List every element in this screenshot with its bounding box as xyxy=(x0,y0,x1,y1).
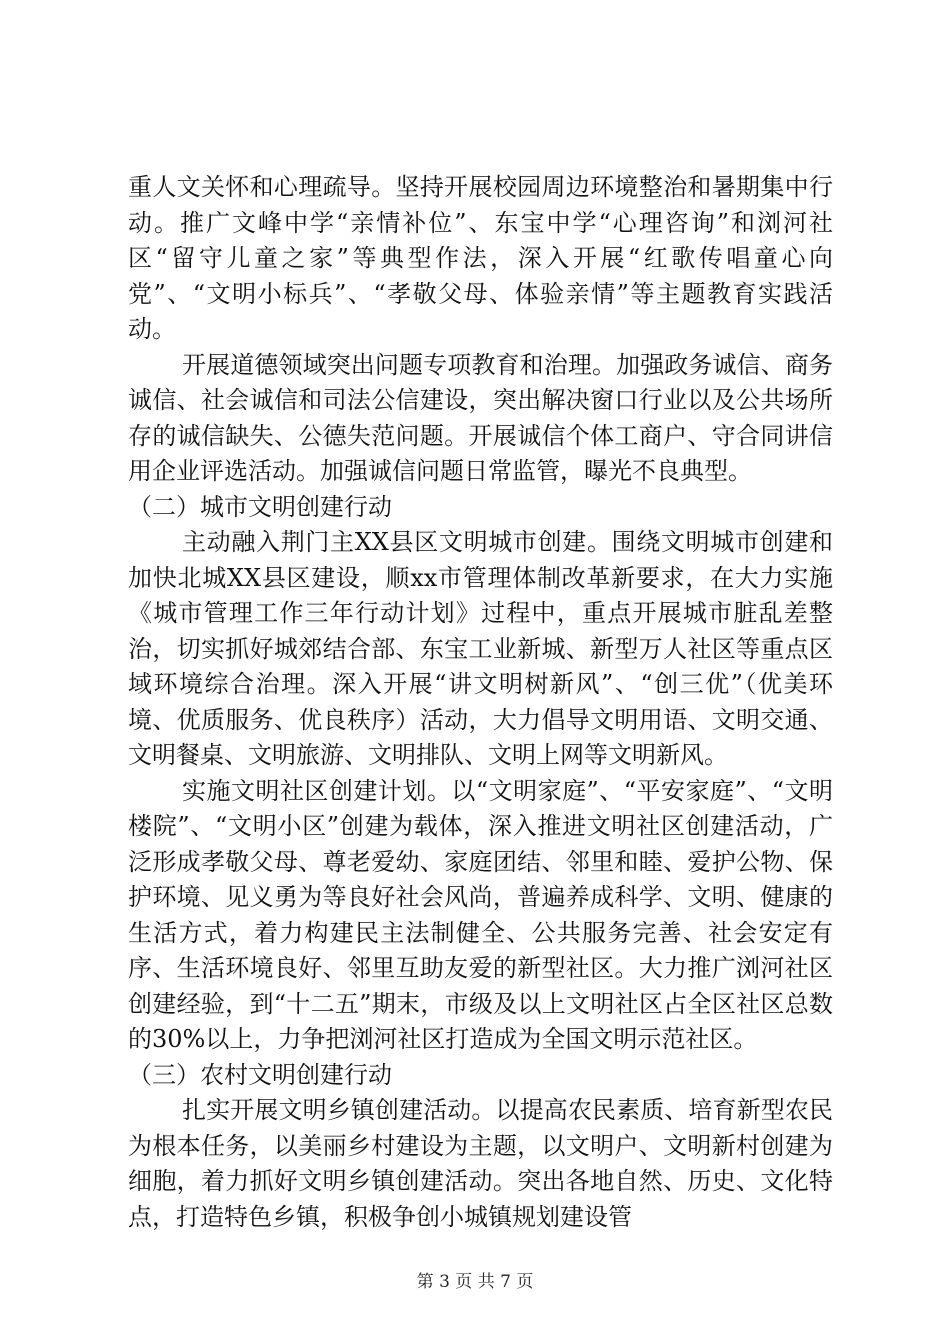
section-heading-urban: （二）城市文明创建行动 xyxy=(128,492,392,521)
section-heading-rural: （三）农村文明创建行动 xyxy=(128,1060,392,1089)
page-number-footer: 第 3 页 共 7 页 xyxy=(416,1272,534,1292)
paragraph-continuation: 重人文关怀和心理疏导。坚持开展校园周边环境整治和暑期集中行动。推广文峰中学“亲情补位”、东宝中学“心理咨询”和浏河社区“留守儿童之家”等典型作法，深入开展“红歌传唱童心向党”、“文明小标兵”、“孝敬父母、体验亲情”等主题教育实践活动。 xyxy=(128,173,833,343)
document-body xyxy=(128,170,833,1235)
paragraph-civilized-community: 实施文明社区创建计划。以“文明家庭”、“平安家庭”、“文明楼院”、“文明小区”创建为载体，深入推进文明社区创建活动，广泛形成孝敬父母、尊老爱幼、家庭团结、邻里和睦、爱护公物、保护环境、见义勇为等良好社会风尚，普遍养成科学、文明、健康的生活方式，着力构建民主法制健全、公共服务完善、社会安定有序、生活环境良好、邻里互助友爱的新型社区。大力推广浏河社区创建经验，到“十二五”期末，市级及以上文明社区占全区社区总数的30%以上，力争把浏河社区打造成为全国文明示范社区。 xyxy=(128,776,833,1053)
paragraph-integrity-governance: 开展道德领域突出问题专项教育和治理。加强政务诚信、商务诚信、社会诚信和司法公信建设，突出解决窗口行业以及公共场所存的诚信缺失、公德失范问题。开展诚信个体工商户、守合同讲信用企业评选活动。加强诚信问题日常监管，曝光不良典型。 xyxy=(128,350,833,485)
paragraph-civilized-city: 主动融入荆门主XX县区文明城市创建。围绕文明城市创建和加快北城XX县区建设，顺xx市管理体制改革新要求，在大力实施《城市管理工作三年行动计划》过程中，重点开展城市脏乱差整治，切实抓好城郊结合部、东宝工业新城、新型万人社区等重点区域环境综合治理。深入开展“讲文明树新风”、“创三优”（优美环境、优质服务、优良秩序）活动，大力倡导文明用语、文明交通、文明餐桌、文明旅游、文明排队、文明上网等文明新风。 xyxy=(128,528,833,769)
paragraph-civilized-township: 扎实开展文明乡镇创建活动。以提高农民素质、培育新型农民为根本任务，以美丽乡村建设为主题，以文明户、文明新村创建为细胞，着力抓好文明乡镇创建活动。突出各地自然、历史、文化特点，打造特色乡镇，积极争创小城镇规划建设管 xyxy=(128,1096,833,1231)
